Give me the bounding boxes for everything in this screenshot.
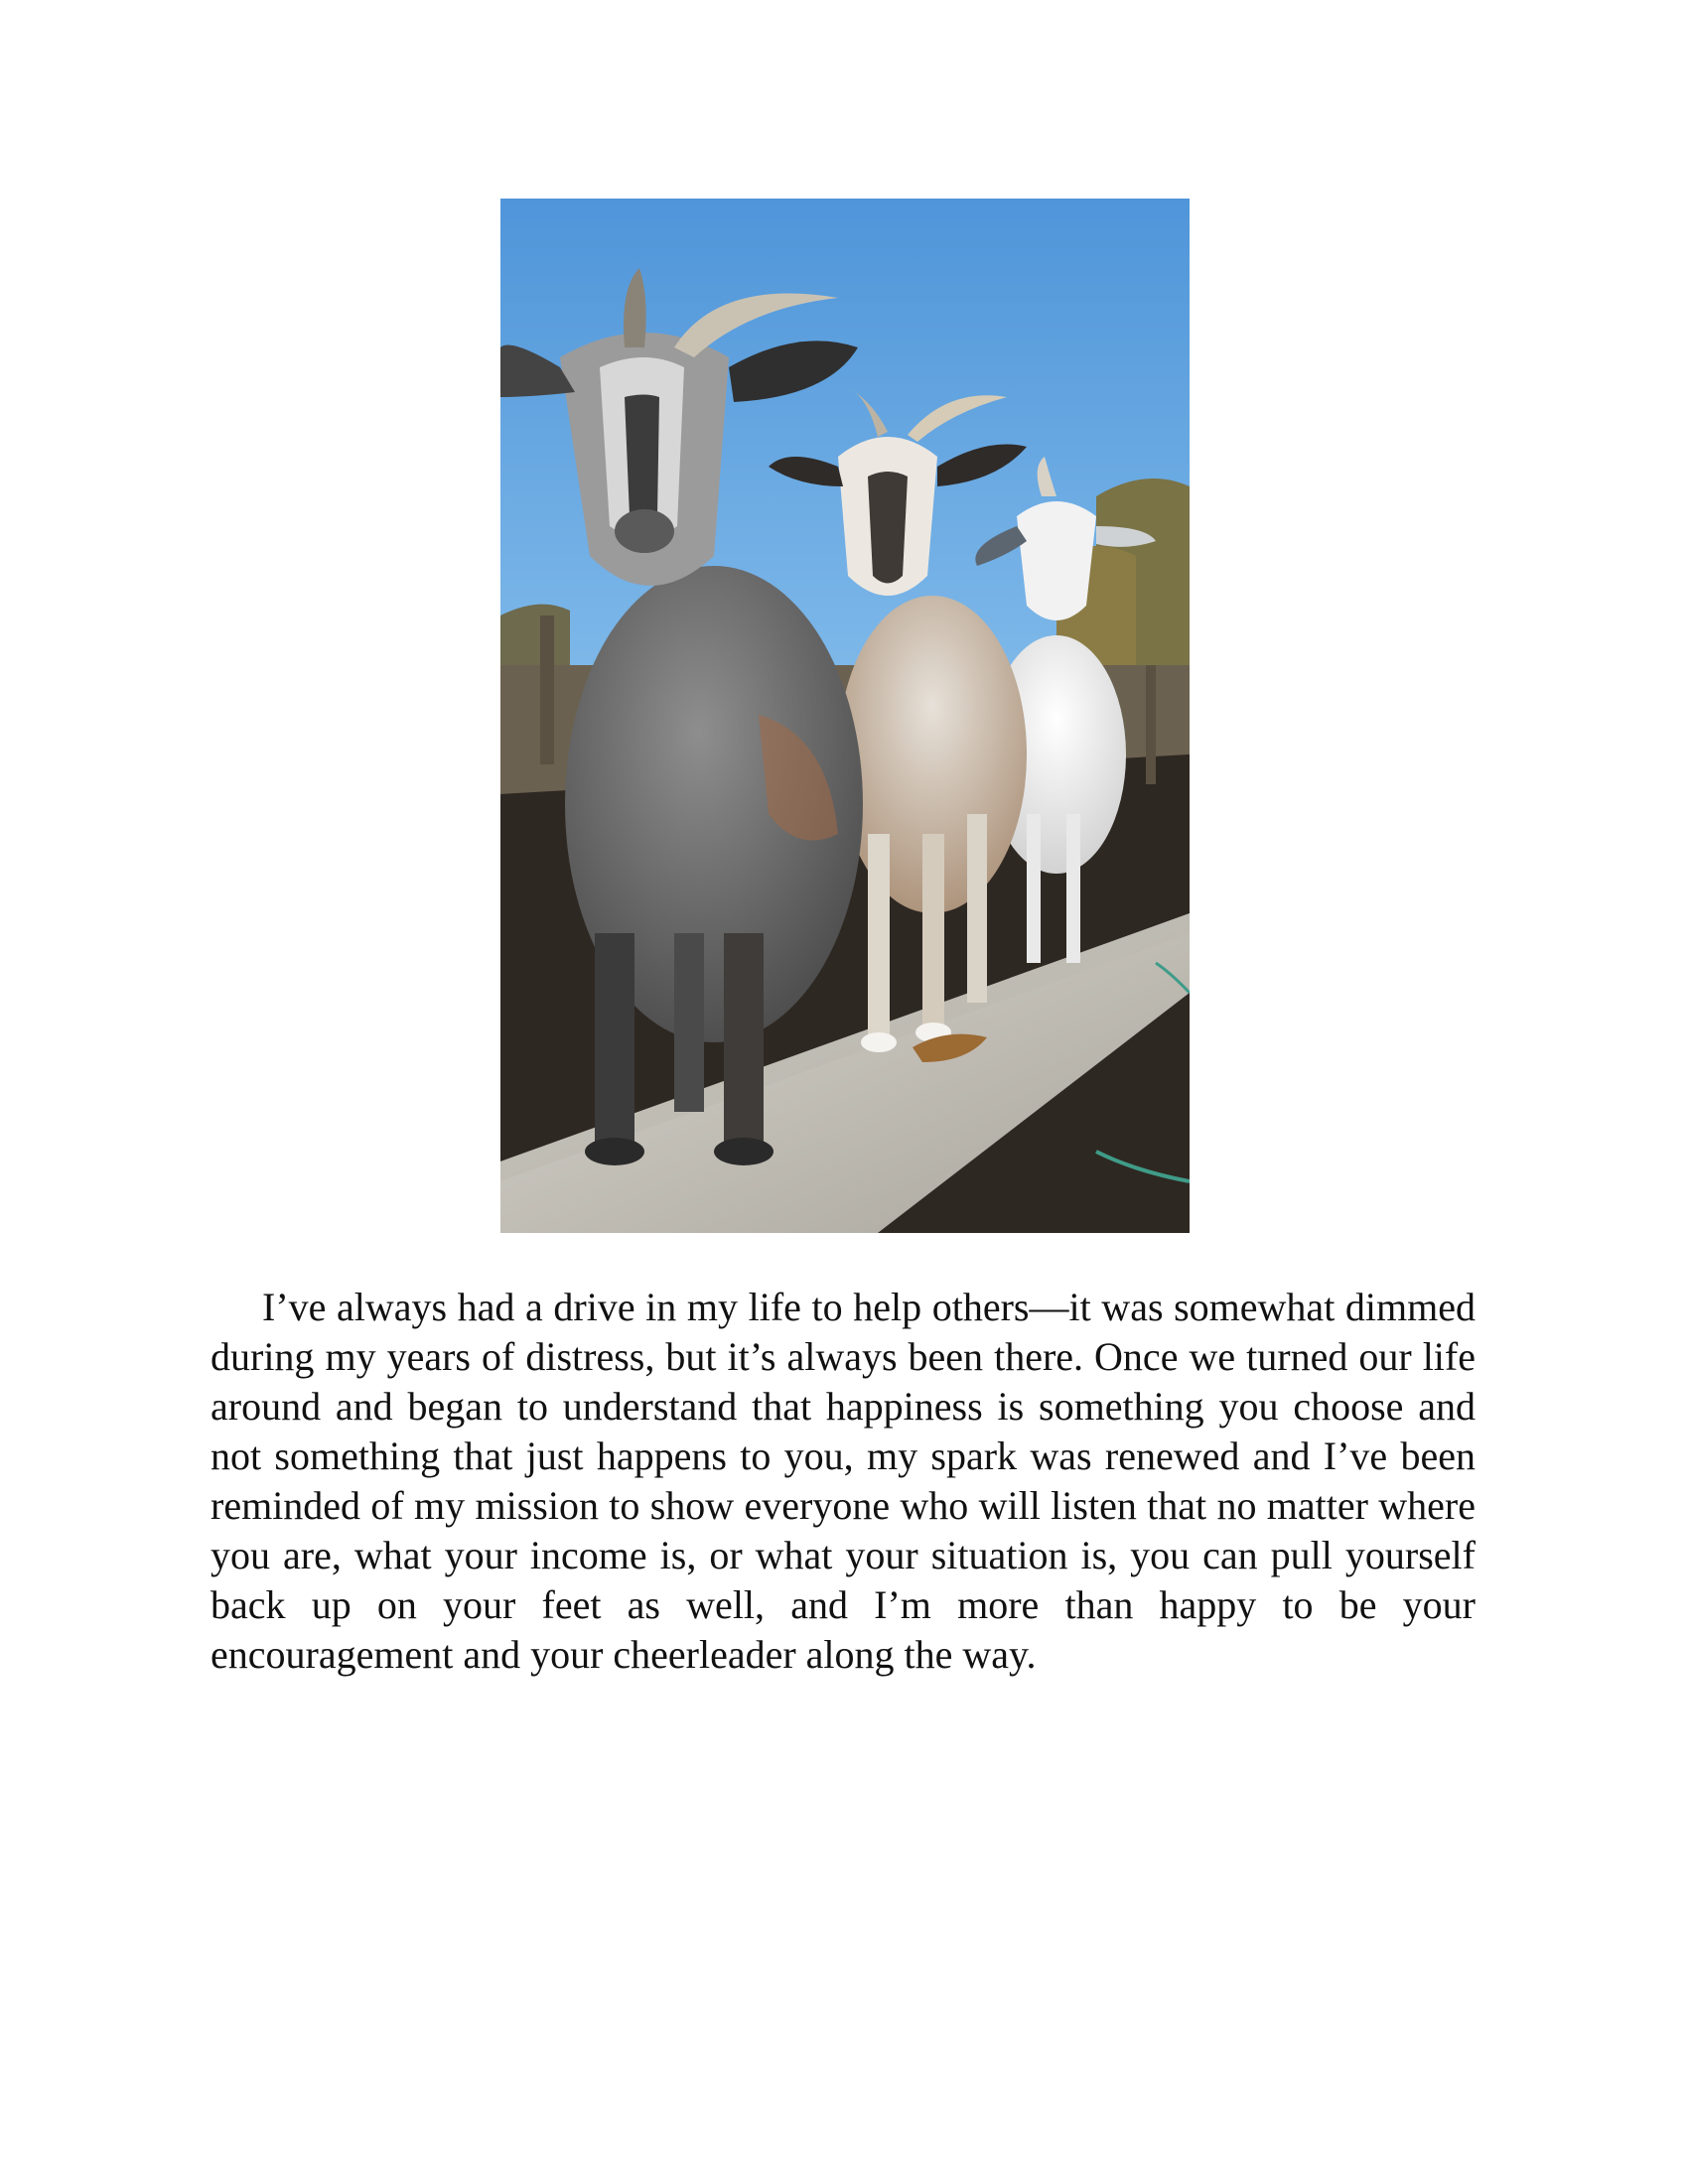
goats-illustration (500, 199, 1190, 1233)
body-paragraph: I’ve always had a drive in my life to help others—it was somewhat dimmed during my years of distress, but it’s always been there. Once we turned our life around and began to understand that happiness is something you choose and not something that just happens to you, my spark was renewed and I’ve been reminded of my mission to show everyone who will listen that no matter where you are, what your income is, or what your situation is, you can pull yourself back up on your feet as well, and I’m more than happy to be your encouragement and your cheerleader along the way. (211, 1285, 1476, 1677)
goats-photo (500, 199, 1190, 1233)
